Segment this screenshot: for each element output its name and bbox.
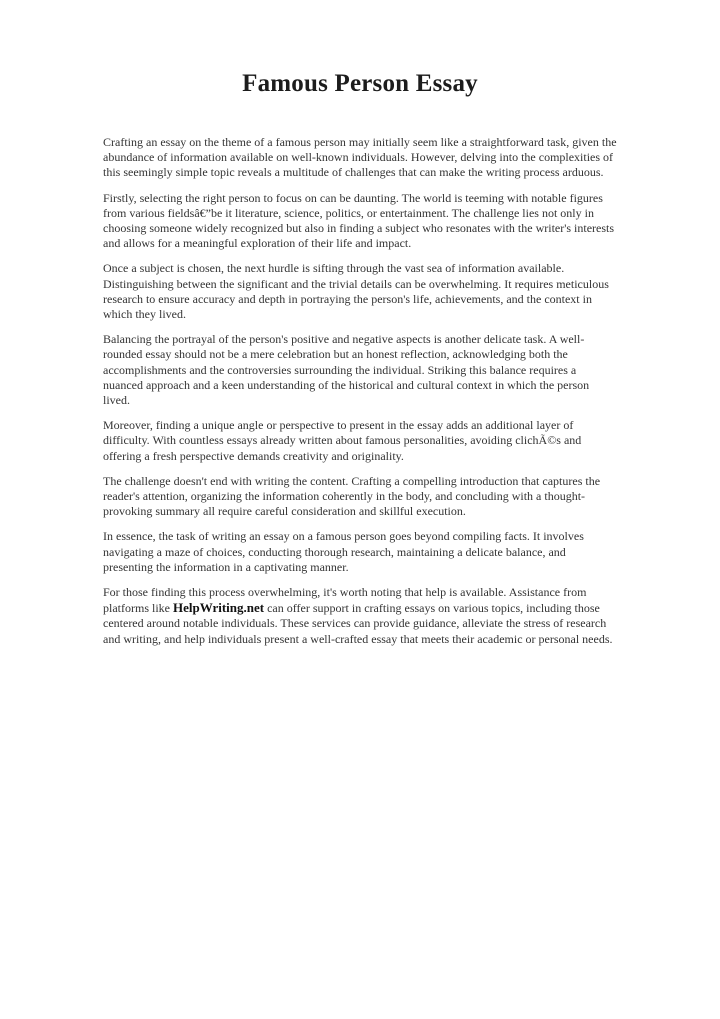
paragraph-6: The challenge doesn't end with writing the content. Crafting a compelling introduction that captures the reader's attention, organizing the information coherently in the body, and concluding with a thought-provoking summary all require careful consideration and skillful execution. — [103, 473, 601, 519]
paragraph-3: Once a subject is chosen, the next hurdle is sifting through the vast sea of information available. Distinguishing between the significant and the trivial details can be overwhelming. It requires meticulous research to ensure accuracy and depth in portraying the person's life, achievements, and the context in which they lived. — [103, 261, 609, 322]
document-body — [103, 135, 617, 657]
paragraph-2: Firstly, selecting the right person to focus on can be daunting. The world is teeming with notable figures from various fieldsâ€”be it literature, science, politics, or entertainment. The challenge lies not only in choosing someone widely recognized but also in finding a subject who resonates with the writer's interests and allows for a meaningful exploration of their life and impact. — [103, 190, 615, 251]
paragraph-1: Crafting an essay on the theme of a famous person may initially seem like a straightforward task, given the abundance of information available on well-known individuals. However, delving into the complexities of this seemingly simple topic reveals a multitude of challenges that can make the writing process arduous. — [103, 135, 617, 180]
paragraph-8 — [103, 585, 617, 647]
document-title: Famous Person Essay — [242, 70, 478, 97]
paragraph-8-lead: For those finding this process overwhelming, it's worth noting that help is available. Assistance from platforms like — [103, 585, 587, 616]
paragraph-4: Balancing the portrayal of the person's positive and negative aspects is another delicate task. A well-rounded essay should not be a mere celebration but an honest reflection, acknowledging both the accomplishments and the controversies surrounding the individual. Striking this balance requires a nuanced approach and a keen understanding of the historical and cultural context in which the person lived. — [103, 332, 590, 408]
paragraph-7: In essence, the task of writing an essay on a famous person goes beyond compiling facts. It involves navigating a maze of choices, conducting thorough research, maintaining a delicate balance, and presenting the information in a captivating manner. — [103, 529, 584, 574]
paragraph-5: Moreover, finding a unique angle or perspective to present in the essay adds an additional layer of difficulty. With countless essays already written about famous personalities, avoiding clichÃ©s and offering a fresh perspective demands creativity and originality. — [103, 418, 582, 463]
paragraph-8-tail: can offer support in crafting essays on various topics, including those centered around notable individuals. These services can provide guidance, alleviate the stress of research and writing, and help individuals present a well-crafted essay that meets their academic or personal needs. — [103, 601, 613, 646]
brand-name: HelpWriting.net — [172, 600, 265, 616]
